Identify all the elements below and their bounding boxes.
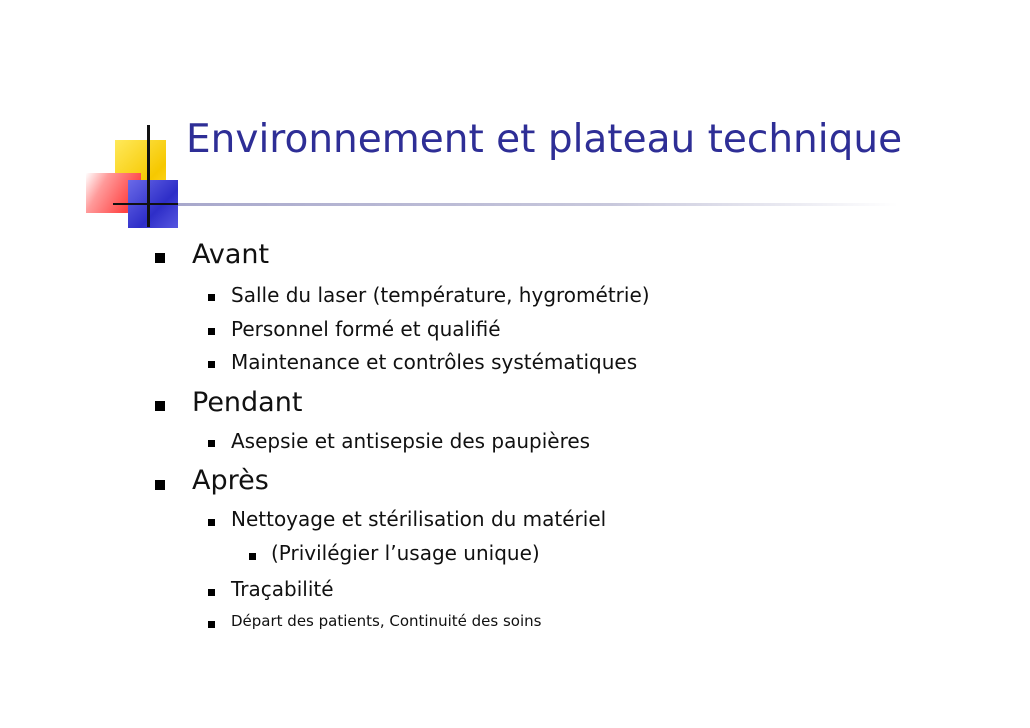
bullet-icon (155, 480, 165, 490)
bullet-icon (249, 553, 256, 560)
bullet-icon (155, 401, 165, 411)
list-item: Personnel formé et qualifié (231, 317, 501, 341)
list-item: Nettoyage et stérilisation du matériel (231, 507, 607, 531)
title-divider (178, 203, 898, 206)
bullet-icon (208, 440, 215, 447)
list-item: Départ des patients, Continuité des soins (231, 612, 542, 630)
sub-list-item: (Privilégier l’usage unique) (271, 541, 540, 565)
list-item: Maintenance et contrôles systématiques (231, 350, 638, 374)
list-item: Asepsie et antisepsie des paupières (231, 429, 591, 453)
bullet-icon (208, 589, 215, 596)
bullet-icon (208, 328, 215, 335)
bullet-icon (208, 621, 215, 628)
section-heading-pendant: Pendant (192, 387, 303, 418)
bullet-icon (208, 361, 215, 368)
section-heading-apres: Après (192, 465, 269, 496)
bullet-icon (155, 253, 165, 263)
section-heading-avant: Avant (192, 239, 270, 270)
list-item: Traçabilité (231, 577, 334, 601)
bullet-icon (208, 519, 215, 526)
list-item: Salle du laser (température, hygrométrie) (231, 283, 650, 307)
logo-vertical-line (147, 125, 150, 227)
bullet-icon (208, 294, 215, 301)
slide-title: Environnement et plateau technique (186, 117, 903, 162)
colored-squares-logo (86, 125, 196, 235)
